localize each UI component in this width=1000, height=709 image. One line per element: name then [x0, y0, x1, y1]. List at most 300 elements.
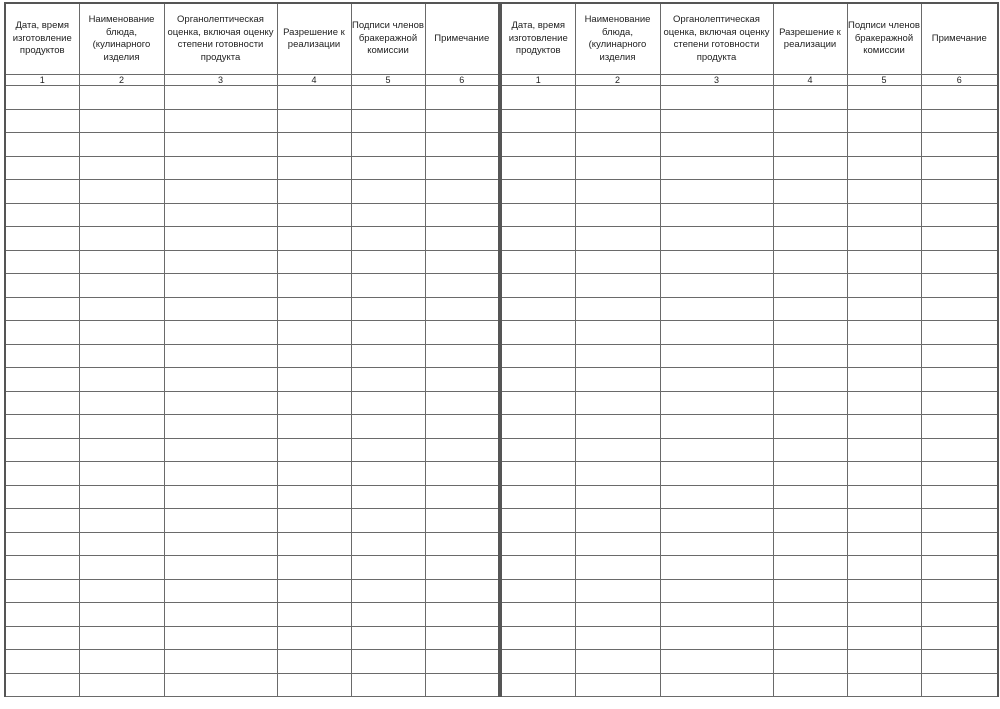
empty-cell — [351, 532, 425, 556]
empty-cell — [773, 203, 847, 227]
empty-cell — [575, 509, 660, 533]
table-row — [5, 462, 499, 486]
empty-cell — [425, 603, 499, 627]
empty-cell — [164, 485, 277, 509]
empty-cell — [277, 109, 351, 133]
empty-cell — [277, 203, 351, 227]
empty-cell — [79, 509, 164, 533]
empty-cell — [575, 556, 660, 580]
journal-page-left — [4, 2, 498, 709]
empty-cell — [660, 227, 773, 251]
empty-cell — [79, 274, 164, 298]
column-number: 3 — [660, 75, 773, 86]
empty-cell — [277, 133, 351, 157]
empty-cell — [773, 579, 847, 603]
table-row — [5, 415, 499, 439]
empty-cell — [5, 391, 79, 415]
empty-cell — [921, 673, 998, 697]
empty-cell — [277, 250, 351, 274]
empty-cell — [5, 274, 79, 298]
empty-cell — [5, 603, 79, 627]
column-number: 2 — [79, 75, 164, 86]
empty-cell — [575, 86, 660, 110]
table-row — [501, 438, 998, 462]
column-number: 2 — [575, 75, 660, 86]
empty-cell — [660, 673, 773, 697]
column-number: 1 — [501, 75, 575, 86]
table-row — [5, 650, 499, 674]
empty-cell — [164, 556, 277, 580]
empty-cell — [847, 462, 921, 486]
empty-cell — [501, 650, 575, 674]
empty-cell — [425, 203, 499, 227]
empty-cell — [660, 344, 773, 368]
empty-cell — [921, 415, 998, 439]
empty-cell — [5, 203, 79, 227]
empty-cell — [79, 297, 164, 321]
empty-cell — [660, 274, 773, 298]
empty-cell — [921, 368, 998, 392]
empty-cell — [277, 485, 351, 509]
empty-cell — [79, 556, 164, 580]
header-date-time: Дата, время изготовление продуктов — [5, 3, 79, 75]
empty-cell — [660, 297, 773, 321]
column-number-row — [501, 75, 998, 86]
empty-cell — [660, 438, 773, 462]
empty-cell — [773, 650, 847, 674]
column-number: 3 — [164, 75, 277, 86]
empty-cell — [847, 86, 921, 110]
empty-cell — [351, 650, 425, 674]
empty-cell — [921, 556, 998, 580]
empty-cell — [773, 109, 847, 133]
log-rows — [501, 86, 998, 697]
empty-cell — [847, 556, 921, 580]
empty-cell — [79, 626, 164, 650]
empty-cell — [351, 556, 425, 580]
empty-cell — [164, 462, 277, 486]
empty-cell — [351, 485, 425, 509]
empty-cell — [575, 438, 660, 462]
empty-cell — [351, 438, 425, 462]
empty-cell — [575, 650, 660, 674]
empty-cell — [847, 203, 921, 227]
empty-cell — [351, 673, 425, 697]
empty-cell — [277, 650, 351, 674]
empty-cell — [847, 673, 921, 697]
table-row — [501, 203, 998, 227]
empty-cell — [351, 321, 425, 345]
empty-cell — [660, 391, 773, 415]
empty-cell — [575, 274, 660, 298]
empty-cell — [501, 415, 575, 439]
empty-cell — [660, 203, 773, 227]
header-dish-name: Наименование блюда, (кулинарного изделия — [575, 3, 660, 75]
empty-cell — [425, 274, 499, 298]
empty-cell — [425, 368, 499, 392]
empty-cell — [79, 391, 164, 415]
empty-cell — [921, 203, 998, 227]
table-row — [5, 509, 499, 533]
empty-cell — [921, 86, 998, 110]
empty-cell — [164, 297, 277, 321]
empty-cell — [351, 603, 425, 627]
empty-cell — [351, 86, 425, 110]
column-number: 5 — [351, 75, 425, 86]
empty-cell — [425, 462, 499, 486]
empty-cell — [425, 297, 499, 321]
empty-cell — [277, 180, 351, 204]
empty-cell — [164, 274, 277, 298]
empty-cell — [501, 227, 575, 251]
empty-cell — [847, 321, 921, 345]
empty-cell — [847, 603, 921, 627]
empty-cell — [5, 368, 79, 392]
empty-cell — [501, 391, 575, 415]
empty-cell — [921, 180, 998, 204]
empty-cell — [575, 133, 660, 157]
table-row — [501, 368, 998, 392]
empty-cell — [660, 415, 773, 439]
empty-cell — [921, 133, 998, 157]
empty-cell — [5, 133, 79, 157]
empty-cell — [277, 391, 351, 415]
empty-cell — [575, 180, 660, 204]
table-row — [5, 133, 499, 157]
empty-cell — [79, 109, 164, 133]
empty-cell — [5, 86, 79, 110]
empty-cell — [773, 344, 847, 368]
table-row — [5, 274, 499, 298]
empty-cell — [351, 227, 425, 251]
empty-cell — [847, 274, 921, 298]
empty-cell — [5, 438, 79, 462]
table-row — [501, 133, 998, 157]
empty-cell — [351, 109, 425, 133]
empty-cell — [575, 156, 660, 180]
empty-cell — [660, 156, 773, 180]
empty-cell — [164, 626, 277, 650]
empty-cell — [921, 297, 998, 321]
empty-cell — [660, 509, 773, 533]
empty-cell — [425, 180, 499, 204]
empty-cell — [501, 321, 575, 345]
empty-cell — [351, 133, 425, 157]
empty-cell — [425, 321, 499, 345]
table-row — [5, 626, 499, 650]
empty-cell — [501, 86, 575, 110]
empty-cell — [277, 532, 351, 556]
table-row — [501, 344, 998, 368]
column-number: 6 — [425, 75, 499, 86]
empty-cell — [425, 509, 499, 533]
empty-cell — [5, 532, 79, 556]
empty-cell — [277, 156, 351, 180]
table-row — [501, 156, 998, 180]
empty-cell — [660, 626, 773, 650]
empty-cell — [425, 344, 499, 368]
empty-cell — [277, 415, 351, 439]
empty-cell — [425, 156, 499, 180]
empty-cell — [501, 462, 575, 486]
empty-cell — [921, 391, 998, 415]
empty-cell — [660, 532, 773, 556]
empty-cell — [773, 250, 847, 274]
table-row — [5, 438, 499, 462]
empty-cell — [773, 297, 847, 321]
empty-cell — [575, 626, 660, 650]
empty-cell — [773, 673, 847, 697]
empty-cell — [575, 415, 660, 439]
table-row — [5, 180, 499, 204]
empty-cell — [351, 415, 425, 439]
empty-cell — [79, 227, 164, 251]
empty-cell — [575, 344, 660, 368]
empty-cell — [164, 227, 277, 251]
header-date-time: Дата, время изготовление продуктов — [501, 3, 575, 75]
table-row — [501, 297, 998, 321]
header-commission-signatures: Подписи членов бракеражной комиссии — [351, 3, 425, 75]
header-note: Примечание — [425, 3, 499, 75]
empty-cell — [79, 156, 164, 180]
empty-cell — [164, 250, 277, 274]
table-row — [5, 603, 499, 627]
empty-cell — [425, 556, 499, 580]
empty-cell — [501, 626, 575, 650]
empty-cell — [351, 203, 425, 227]
empty-cell — [164, 415, 277, 439]
empty-cell — [351, 180, 425, 204]
table-row — [5, 485, 499, 509]
empty-cell — [5, 321, 79, 345]
empty-cell — [277, 344, 351, 368]
empty-cell — [351, 297, 425, 321]
empty-cell — [660, 86, 773, 110]
empty-cell — [660, 180, 773, 204]
empty-cell — [660, 603, 773, 627]
header-row — [5, 3, 499, 75]
empty-cell — [164, 532, 277, 556]
empty-cell — [575, 368, 660, 392]
empty-cell — [660, 109, 773, 133]
table-row — [5, 227, 499, 251]
empty-cell — [921, 462, 998, 486]
empty-cell — [5, 626, 79, 650]
empty-cell — [847, 180, 921, 204]
column-number: 4 — [277, 75, 351, 86]
empty-cell — [164, 133, 277, 157]
empty-cell — [164, 391, 277, 415]
empty-cell — [575, 579, 660, 603]
empty-cell — [921, 321, 998, 345]
empty-cell — [277, 509, 351, 533]
empty-cell — [847, 133, 921, 157]
column-number: 6 — [921, 75, 998, 86]
empty-cell — [660, 321, 773, 345]
table-row — [501, 391, 998, 415]
empty-cell — [5, 485, 79, 509]
empty-cell — [847, 391, 921, 415]
empty-cell — [425, 415, 499, 439]
table-row — [5, 321, 499, 345]
empty-cell — [773, 368, 847, 392]
table-row — [5, 391, 499, 415]
empty-cell — [164, 156, 277, 180]
empty-cell — [847, 368, 921, 392]
empty-cell — [921, 274, 998, 298]
empty-cell — [501, 532, 575, 556]
empty-cell — [660, 650, 773, 674]
empty-cell — [501, 344, 575, 368]
empty-cell — [773, 86, 847, 110]
empty-cell — [847, 109, 921, 133]
empty-cell — [921, 250, 998, 274]
empty-cell — [79, 462, 164, 486]
empty-cell — [921, 109, 998, 133]
column-number: 5 — [847, 75, 921, 86]
empty-cell — [351, 579, 425, 603]
empty-cell — [501, 297, 575, 321]
empty-cell — [660, 250, 773, 274]
empty-cell — [575, 391, 660, 415]
table-row — [5, 673, 499, 697]
empty-cell — [575, 321, 660, 345]
empty-cell — [847, 650, 921, 674]
empty-cell — [773, 626, 847, 650]
empty-cell — [277, 556, 351, 580]
empty-cell — [164, 603, 277, 627]
empty-cell — [351, 509, 425, 533]
empty-cell — [501, 203, 575, 227]
empty-cell — [921, 438, 998, 462]
table-row — [501, 86, 998, 110]
empty-cell — [277, 579, 351, 603]
empty-cell — [277, 626, 351, 650]
empty-cell — [277, 368, 351, 392]
table-row — [5, 203, 499, 227]
table-row — [501, 650, 998, 674]
empty-cell — [773, 415, 847, 439]
empty-cell — [425, 86, 499, 110]
header-organoleptic-evaluation: Органолептическая оценка, включая оценку степени готовности продукта — [660, 3, 773, 75]
empty-cell — [773, 274, 847, 298]
empty-cell — [79, 203, 164, 227]
empty-cell — [847, 344, 921, 368]
empty-cell — [425, 532, 499, 556]
empty-cell — [425, 485, 499, 509]
empty-cell — [575, 603, 660, 627]
empty-cell — [425, 650, 499, 674]
empty-cell — [501, 180, 575, 204]
empty-cell — [5, 415, 79, 439]
table-row — [5, 86, 499, 110]
table-row — [501, 274, 998, 298]
journal-page-right — [500, 2, 997, 709]
empty-cell — [277, 673, 351, 697]
empty-cell — [351, 156, 425, 180]
empty-cell — [277, 603, 351, 627]
empty-cell — [921, 532, 998, 556]
empty-cell — [79, 321, 164, 345]
table-row — [501, 321, 998, 345]
table-row — [5, 368, 499, 392]
empty-cell — [164, 203, 277, 227]
table-row — [5, 344, 499, 368]
table-row — [5, 579, 499, 603]
empty-cell — [847, 532, 921, 556]
empty-cell — [847, 509, 921, 533]
table-row — [5, 556, 499, 580]
empty-cell — [921, 650, 998, 674]
empty-cell — [164, 86, 277, 110]
empty-cell — [773, 509, 847, 533]
table-row — [501, 673, 998, 697]
empty-cell — [5, 462, 79, 486]
empty-cell — [501, 603, 575, 627]
empty-cell — [79, 86, 164, 110]
empty-cell — [575, 109, 660, 133]
empty-cell — [847, 579, 921, 603]
table-row — [501, 415, 998, 439]
empty-cell — [164, 109, 277, 133]
empty-cell — [921, 485, 998, 509]
empty-cell — [79, 603, 164, 627]
empty-cell — [164, 579, 277, 603]
empty-cell — [425, 109, 499, 133]
empty-cell — [921, 579, 998, 603]
empty-cell — [5, 250, 79, 274]
table-row — [501, 485, 998, 509]
empty-cell — [501, 485, 575, 509]
empty-cell — [351, 626, 425, 650]
empty-cell — [773, 462, 847, 486]
empty-cell — [5, 297, 79, 321]
table-row — [501, 603, 998, 627]
empty-cell — [79, 485, 164, 509]
empty-cell — [501, 156, 575, 180]
empty-cell — [501, 109, 575, 133]
empty-cell — [773, 532, 847, 556]
empty-cell — [501, 509, 575, 533]
empty-cell — [847, 438, 921, 462]
empty-cell — [660, 462, 773, 486]
empty-cell — [5, 673, 79, 697]
empty-cell — [79, 133, 164, 157]
empty-cell — [575, 297, 660, 321]
empty-cell — [847, 227, 921, 251]
empty-cell — [575, 485, 660, 509]
empty-cell — [5, 109, 79, 133]
empty-cell — [425, 673, 499, 697]
empty-cell — [501, 579, 575, 603]
empty-cell — [277, 321, 351, 345]
empty-cell — [575, 227, 660, 251]
empty-cell — [501, 673, 575, 697]
empty-cell — [773, 485, 847, 509]
empty-cell — [501, 368, 575, 392]
empty-cell — [773, 391, 847, 415]
header-note: Примечание — [921, 3, 998, 75]
empty-cell — [425, 133, 499, 157]
column-number: 4 — [773, 75, 847, 86]
empty-cell — [425, 227, 499, 251]
empty-cell — [351, 344, 425, 368]
empty-cell — [425, 579, 499, 603]
empty-cell — [773, 180, 847, 204]
empty-cell — [501, 438, 575, 462]
empty-cell — [847, 250, 921, 274]
empty-cell — [5, 344, 79, 368]
